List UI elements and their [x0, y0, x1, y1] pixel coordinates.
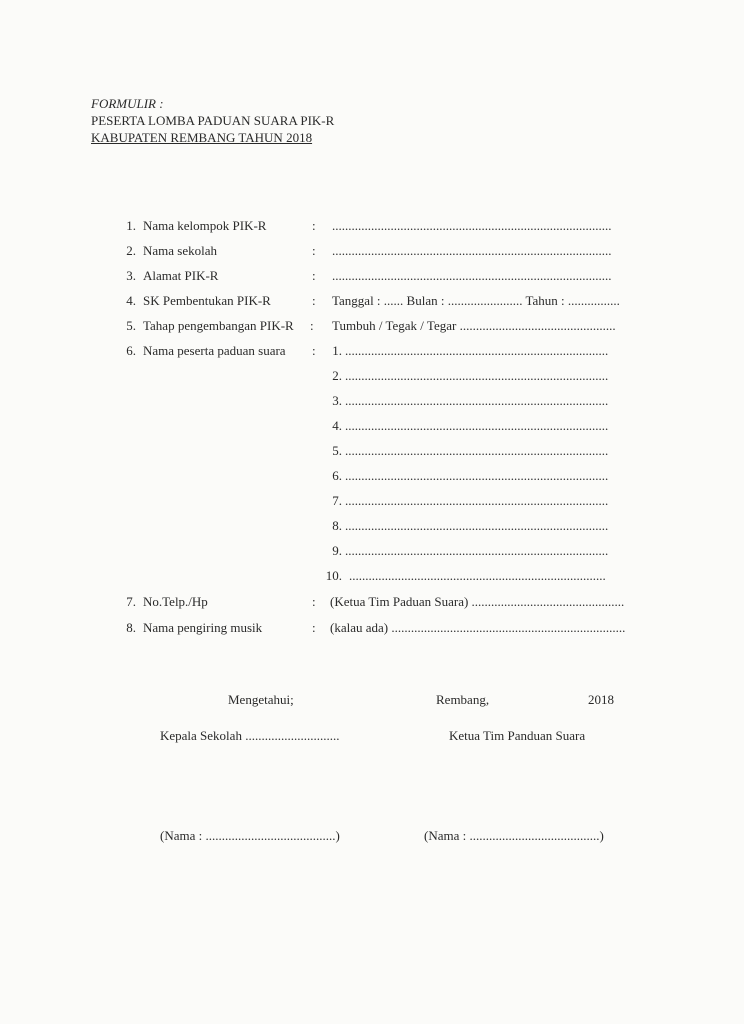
- field-number: 3.: [126, 268, 136, 283]
- team-leader-name-field[interactable]: (Nama : ........................................): [424, 828, 604, 843]
- field-number: 1.: [126, 218, 136, 233]
- participant-line[interactable]: .................................................................................: [345, 418, 609, 433]
- acknowledged-label: Mengetahui;: [228, 692, 294, 707]
- list-item: [0, 368, 744, 388]
- participant-line[interactable]: .................................................................................: [345, 493, 609, 508]
- participant-number: 5.: [332, 443, 342, 458]
- participant-number: 4.: [332, 418, 342, 433]
- field-value[interactable]: Tumbuh / Tegak / Tegar ................................................: [332, 318, 616, 333]
- list-item: [0, 568, 744, 588]
- participant-line[interactable]: .................................................................................: [345, 543, 609, 558]
- field-label: Nama pengiring musik: [143, 620, 263, 635]
- participant-number: 9.: [332, 543, 342, 558]
- field-label: Nama kelompok PIK-R: [143, 218, 267, 233]
- field-row: [0, 243, 744, 263]
- field-colon: :: [312, 620, 316, 635]
- list-item: [0, 518, 744, 538]
- participant-number: 7.: [332, 493, 342, 508]
- field-row: [0, 218, 744, 238]
- field-colon: :: [312, 293, 316, 308]
- team-leader-role: Ketua Tim Panduan Suara: [449, 728, 586, 743]
- list-item: [0, 343, 744, 363]
- field-number: 4.: [126, 293, 136, 308]
- form-title: PESERTA LOMBA PADUAN SUARA PIK-R: [91, 113, 335, 128]
- field-label: No.Telp./Hp: [143, 594, 208, 609]
- participant-line[interactable]: .................................................................................: [345, 343, 609, 358]
- participant-line[interactable]: .................................................................................: [345, 518, 609, 533]
- field-colon: :: [312, 343, 316, 358]
- field-number: 7.: [126, 594, 136, 609]
- field-value[interactable]: (Ketua Tim Paduan Suara) ...............................................: [330, 594, 625, 609]
- form-subtitle: KABUPATEN REMBANG TAHUN 2018: [91, 130, 313, 145]
- field-label: Alamat PIK-R: [143, 268, 219, 283]
- field-row: [0, 594, 744, 614]
- list-item: [0, 543, 744, 563]
- list-item: [0, 493, 744, 513]
- field-value[interactable]: Tanggal : ...... Bulan : ....................... Tahun : ................: [332, 293, 620, 308]
- principal-name-field[interactable]: (Nama : ........................................): [160, 828, 340, 843]
- field-number: 8.: [126, 620, 136, 635]
- list-item: [0, 468, 744, 488]
- participant-number: 3.: [332, 393, 342, 408]
- form-label: FORMULIR :: [91, 96, 164, 111]
- participant-number: 6.: [332, 468, 342, 483]
- list-item: [0, 393, 744, 413]
- field-label: Nama sekolah: [143, 243, 218, 258]
- list-item: [0, 443, 744, 463]
- field-label: SK Pembentukan PIK-R: [143, 293, 271, 308]
- field-colon: :: [312, 218, 316, 233]
- field-label: Nama peserta paduan suara: [143, 343, 286, 358]
- field-label: Tahap pengembangan PIK-R: [143, 318, 294, 333]
- field-colon: :: [312, 243, 316, 258]
- field-colon: :: [310, 318, 314, 333]
- participant-line[interactable]: .................................................................................: [345, 368, 609, 383]
- field-value[interactable]: ......................................................................................: [332, 218, 612, 233]
- field-number: 6.: [126, 343, 136, 358]
- participant-number: 1.: [332, 343, 342, 358]
- participant-number: 8.: [332, 518, 342, 533]
- list-item: [0, 418, 744, 438]
- participant-line[interactable]: .................................................................................: [345, 443, 609, 458]
- participant-line[interactable]: ...............................................................................: [349, 568, 606, 583]
- field-colon: :: [312, 594, 316, 609]
- participant-number: 10.: [325, 568, 342, 583]
- participant-line[interactable]: .................................................................................: [345, 468, 609, 483]
- field-value[interactable]: ......................................................................................: [332, 243, 612, 258]
- participant-number: 2.: [332, 368, 342, 383]
- field-colon: :: [312, 268, 316, 283]
- year-label: 2018: [588, 692, 614, 707]
- field-row: [0, 318, 744, 338]
- principal-role[interactable]: Kepala Sekolah .............................: [160, 728, 340, 743]
- field-value[interactable]: ......................................................................................: [332, 268, 612, 283]
- field-value[interactable]: (kalau ada) ........................................................................: [330, 620, 626, 635]
- participant-line[interactable]: .................................................................................: [345, 393, 609, 408]
- field-row: [0, 268, 744, 288]
- field-row: [0, 293, 744, 313]
- field-row: [0, 620, 744, 640]
- field-number: 2.: [126, 243, 136, 258]
- field-number: 5.: [126, 318, 136, 333]
- place-label: Rembang,: [436, 692, 490, 707]
